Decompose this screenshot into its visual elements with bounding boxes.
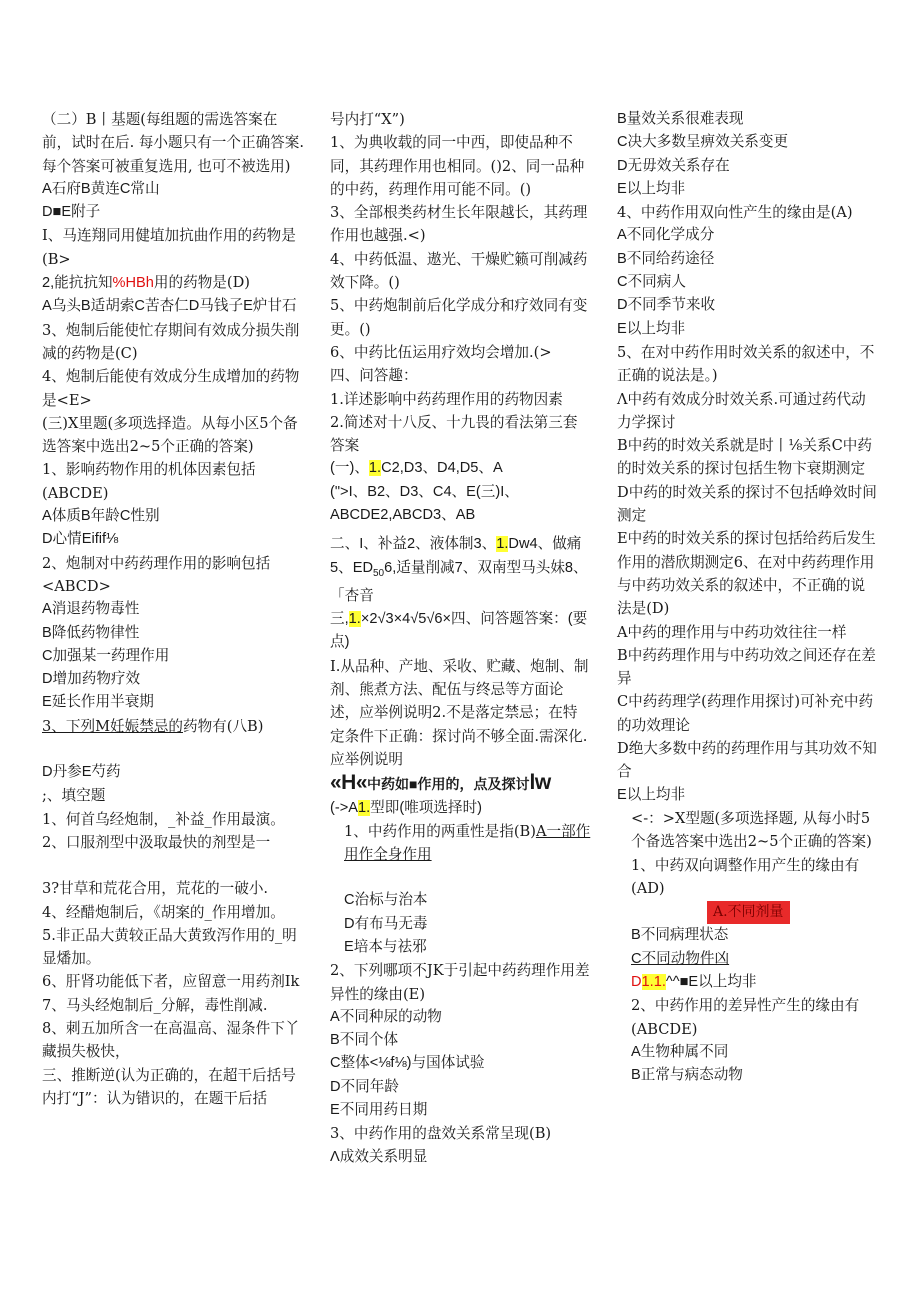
fill-line: 8、刺五加所含一在高温高、湿条件下丫藏损失极快， xyxy=(42,1019,300,1061)
question-line: I、马连翔同用健埴加抗曲作用的药物是(B> xyxy=(42,227,296,268)
judge-line: 5、中药炮制前后化学成分和疗效同有变更。() xyxy=(330,297,588,338)
option-line: D不同季节来收 xyxy=(617,297,716,314)
chapter-heading: «H«中药如■作用的，点及探讨lw xyxy=(330,771,551,795)
option-line: B不同个体 xyxy=(330,1032,399,1049)
section-judge-heading: 三、推断逆(认为正确的，在超干后括号内打“J”：认为错识的，在题干后括 xyxy=(42,1066,296,1107)
highlight-mark: 1. xyxy=(368,460,382,477)
section-x-heading: (三)X里题(多项选择造。从每小区5个备选答案中选出2~5个正确的答案) xyxy=(42,414,298,456)
answer-line: 三,1.×2√3×4√5√6×四、问答题答案：(要点) xyxy=(330,611,588,651)
option-line: Λ中药有效成分时效关系.可通过药代动力学探讨 xyxy=(617,390,866,431)
section-qa-heading: 四、问答趣： xyxy=(330,367,418,385)
fill-line: 5.非正品大黄较正品大黄致泻作用的_明显燔加。 xyxy=(42,926,297,968)
option-line: B不同给药途径 xyxy=(617,250,715,267)
option-line: B中药的时效关系就是时丨⅛关系C中药的时效关系的探讨包括生物卞衰期测定 xyxy=(617,437,872,478)
option-line: B不同病理状态 xyxy=(631,927,729,944)
red-text: %HBh xyxy=(112,275,154,292)
question-line: 2、中药作用的差异性产生的缘由有(ABCDE) xyxy=(631,997,860,1038)
option-line: Λ成效关系明显 xyxy=(330,1148,428,1165)
question-line: 3、炮制后能使忙存期间有效成分损失削减的药物是(C) xyxy=(42,321,300,362)
judge-line: 号内打“X”) xyxy=(330,111,405,128)
option-line: C整体<⅛f⅛)与国体试验 xyxy=(330,1055,485,1072)
question-line: 4、炮制后能使有效成分生成增加的药物是<E> xyxy=(42,368,300,409)
question-line: 1、中药双向调整作用产生的缘由有(AD) xyxy=(631,856,860,897)
option-line: C不同病人 xyxy=(617,274,686,291)
qa-line: 1.详述影响中药药理作用的药物因素 xyxy=(330,390,563,408)
option-line: E中药的时效关系的探讨包括给药后发生作用的潜欣期测定6、在对中药药理作用与中药功效关系的叙述中，不正确的说法是(D) xyxy=(617,530,876,618)
option-line xyxy=(617,900,879,924)
question-line: 3、中药作用的盘效关系常呈现(B) xyxy=(330,1125,552,1143)
answer-paragraph: I.从品种、产地、采收、贮藏、炮制、制剂、熊煮方法、配伍与终忌等方面论述，应举例说明2.不是落定禁忌；在特定条件下正确：探讨尚不够全面.需深化.应举例说明 xyxy=(330,657,589,768)
fill-line: 3?甘草和荒花合用，荒花的一破小. xyxy=(42,880,269,898)
answer-line: 二、I、补益2、液体制3、1.Dw4、做痛5、$ED_{50}6$,适量削减7、双南型马头妹8、「杏音 xyxy=(330,536,588,604)
fill-line: 2、口服剂型中汲取最快的剂型是一 xyxy=(42,833,271,851)
option-line: B降低药物律性 xyxy=(42,624,140,641)
question-line: 2,能抗抗知%HBh用的药物是(D) xyxy=(42,274,250,292)
question-line: 2、下列哪项不JK于引起中药药理作用差异性的缘由(E) xyxy=(330,962,590,1003)
option-line: D丹参E芍药 xyxy=(42,764,121,781)
option-line: E以上均非 xyxy=(617,180,686,197)
option-line: D有布马无毒 xyxy=(344,915,428,932)
highlight-mark: 1. xyxy=(357,799,371,816)
judge-line: 6、中药比伍运用疗效均会增加.(> xyxy=(330,343,552,361)
question-line: 3、下列M妊娠禁忌的药物有(八B) xyxy=(42,717,264,735)
option-line: A体质B年龄C性别 xyxy=(42,508,160,525)
highlight-mark: 1.1. xyxy=(641,973,666,990)
section-x-heading: <-：>X型题(多项选择题, 从每小时5个备选答案中选出2~5个正确的答案) xyxy=(631,809,872,851)
question-line: 5、在对中药作用时效关系的叙述中，不正确的说法是。) xyxy=(617,343,875,385)
option-line: E延长作用半衰期 xyxy=(42,694,154,711)
option-line: A不同化学成分 xyxy=(617,227,715,244)
option-line: D1.1.^^■E以上均非 xyxy=(631,973,757,990)
option-line: C决大多数呈痹效关系变更 xyxy=(617,134,789,151)
option-line: B正常与病态动物 xyxy=(631,1067,743,1084)
red-highlight-box: A.不同剂量 xyxy=(707,901,790,924)
option-line: D绝大多数中药的药理作用与其功效不知合 xyxy=(617,740,877,781)
section-fill-heading: ;、填空题 xyxy=(42,787,106,805)
option-line: A乌头B适胡索C苦杏仁D马钱子E炉甘石 xyxy=(42,298,297,315)
question-line: 1、影响药物作用的机体因素包括(ABCDE) xyxy=(42,461,256,502)
fill-line: 1、何首乌经炮制，_补益_作用最演。 xyxy=(42,810,285,828)
option-line: D无毋效关系存在 xyxy=(617,157,730,174)
qa-line: 2.简述对十八反、十九畏的看法第三套答案 xyxy=(330,413,578,455)
option-line: A石府B黄连C常山 xyxy=(42,180,160,197)
column-left xyxy=(42,108,304,1110)
option-line: E以上均非 xyxy=(617,320,686,337)
option-line: D中药的时效关系的探讨不包括峥效时间测定 xyxy=(617,483,877,525)
answer-line: (">I、B2、D3、C4、E(三)I、ABCDE2,ABCD3、AB xyxy=(330,483,519,524)
highlight-mark: 1. xyxy=(348,611,361,628)
fill-line: 6、肝肾功能低下者，应留意一用药剂Ik xyxy=(42,973,300,991)
judge-line: 3、全部根类药材生长年限越长，其药理作用也越强.<) xyxy=(330,204,588,245)
section-a-heading: (->A1.型即(唯项选择时) xyxy=(330,799,483,816)
fill-line: 4、经醋炮制后，《胡案的_作用增加。 xyxy=(42,903,285,921)
option-line: E培本与祛邪 xyxy=(344,939,427,955)
question-line: 2、炮制对中药药理作用的影响包括<ABCD> xyxy=(42,554,271,595)
fill-line: 7、马头经炮制后_分解，毒性削减. xyxy=(42,996,268,1014)
option-line: A中药的理作用与中药功效往往一样 xyxy=(617,623,847,641)
section-b-heading: （二）B丨基题(每组题的需选答案在前，试时在后. 每小题只有一个正确答案. 每个答案可被重复选用, 也可不被选用) xyxy=(42,111,305,175)
question-line: 4、中药作用双向性产生的缘由是(A) xyxy=(617,204,853,222)
judge-line: 1、为典收载的同一中西，即使品种不同，其药理作用也相同。()2、同一品种的中药，药理作用可能不同。() xyxy=(330,134,585,198)
option-line: C治标与治本 xyxy=(344,892,428,909)
option-line: B中药药理作用与中药功效之间还存在差异 xyxy=(617,646,876,688)
option-line: E以上均非 xyxy=(617,786,686,803)
option-line: D增加药物疗效 xyxy=(42,671,141,688)
highlight-mark: 1. xyxy=(496,536,509,553)
column-middle xyxy=(330,108,592,1169)
question-line: 1、中药作用的两重性是指(B)A一部作用作全身作用 xyxy=(344,822,591,864)
option-line: A不同种尿的动物 xyxy=(330,1008,442,1025)
option-line: D■E附子 xyxy=(42,204,101,221)
option-line: C不同动物件凶 xyxy=(631,950,730,967)
judge-line: 4、中药低温、遨光、干燥贮籁可削减药效下降。() xyxy=(330,250,588,292)
option-line: C中药药理学(药理作用探讨)可补充中药的功效理论 xyxy=(617,693,874,734)
column-right xyxy=(617,108,879,1087)
option-line: D不同年龄 xyxy=(330,1078,399,1095)
option-line: E不同用药日期 xyxy=(330,1102,428,1119)
option-line: A生物种属不同 xyxy=(631,1043,729,1060)
answer-line: (一)、1.C2,D3、D4,D5、A xyxy=(330,460,503,477)
option-line: A消退药物毒性 xyxy=(42,601,140,618)
option-line: C加强某一药理作用 xyxy=(42,647,170,664)
option-line: B量效关系很难表现 xyxy=(617,111,744,127)
option-line: D心情Eifif⅛ xyxy=(42,531,119,548)
